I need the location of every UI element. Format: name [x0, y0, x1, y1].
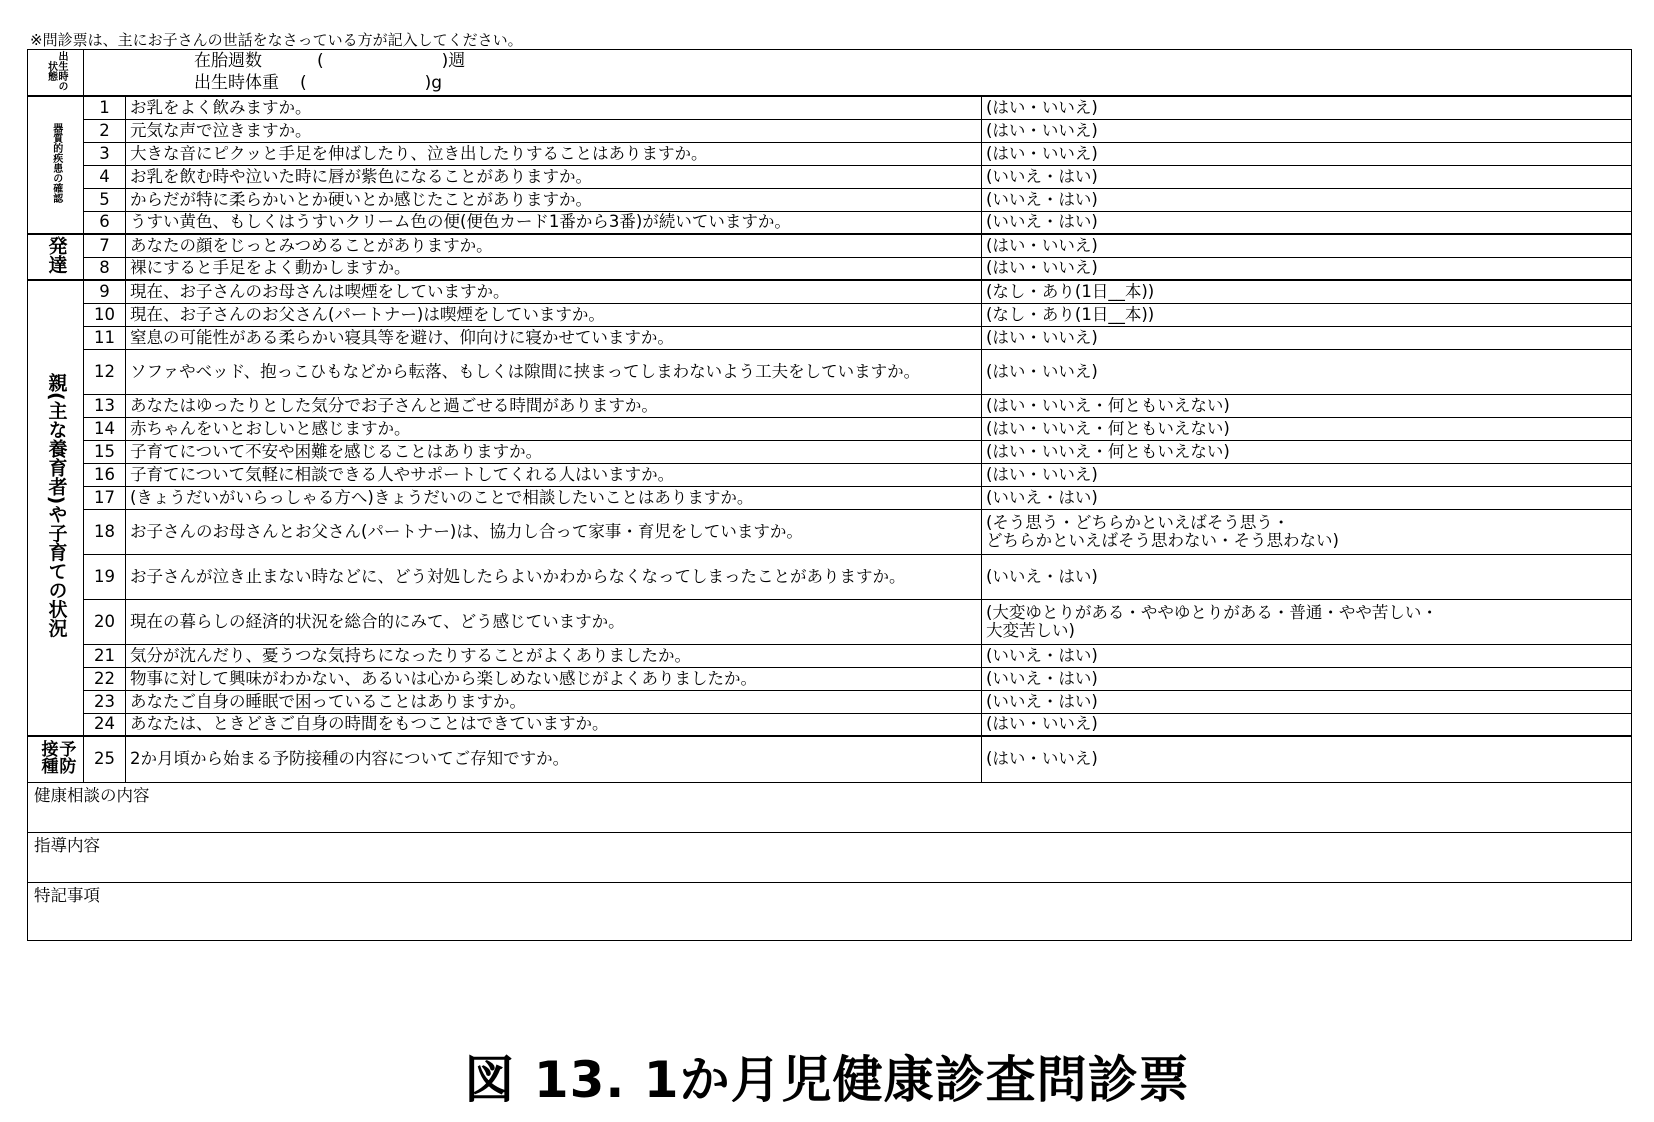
question-row: 19 お子さんが泣き止まない時などに、どう対処したらよいかわからなくなってしまったことがありますか。 (いいえ・はい)	[28, 554, 1632, 599]
question-row: 13 あなたはゆったりとした気分でお子さんと過ごせる時間がありますか。 (はい・いいえ・何ともいえない)	[28, 394, 1632, 417]
question-row: 12 ソファやベッド、抱っこひもなどから転落、もしくは隙間に挟まってしまわないよう工夫をしていますか。 (はい・いいえ)	[28, 349, 1632, 394]
question-row: 18 お子さんのお母さんとお父さん(パートナー)は、協力し合って家事・育児をしていますか。 (そう思う・どちらかといえばそう思う・ どちらかといえばそう思わない・そう思わない)	[28, 509, 1632, 554]
question-row: 14 赤ちゃんをいとおしいと感じますか。 (はい・いいえ・何ともいえない)	[28, 417, 1632, 440]
category-birth: 出生時の状態	[28, 50, 84, 97]
gestational-weeks-line: 在胎週数 ( )週	[194, 51, 466, 71]
category-development: 発達	[28, 234, 84, 280]
guidance-section: 指導内容	[28, 832, 1632, 882]
question-row: 20 現在の暮らしの経済的状況を総合的にみて、どう感じていますか。 (大変ゆとりがある・ややゆとりがある・普通・やや苦しい・ 大変苦しい)	[28, 599, 1632, 644]
question-row: 24 あなたは、ときどきご自身の時間をもつことはできていますか。 (はい・いいえ)	[28, 713, 1632, 736]
question-row: 発達 7 あなたの顔をじっとみつめることがありますか。 (はい・いいえ)	[28, 234, 1632, 257]
question-row: 6 うすい黄色、もしくはうすいクリーム色の便(便色カード1番から3番)が続いていますか。 (いいえ・はい)	[28, 211, 1632, 234]
question-row: 4 お乳を飲む時や泣いた時に唇が紫色になることがありますか。 (いいえ・はい)	[28, 165, 1632, 188]
category-organic: 器質的疾患の確認	[28, 96, 84, 234]
category-parent: 親(主な養育者)や子育ての状況	[28, 280, 84, 736]
birth-weight-line: 出生時体重 ( )g	[194, 73, 443, 93]
question-row: 22 物事に対して興味がわかない、あるいは心から楽しめない感じがよくありましたか。 (いいえ・はい)	[28, 667, 1632, 690]
question-row: 予防接種 25 2か月頃から始まる予防接種の内容についてご存知ですか。 (はい・いいえ)	[28, 736, 1632, 782]
question-row: 8 裸にすると手足をよく動かしますか。 (はい・いいえ)	[28, 257, 1632, 280]
question-row: 親(主な養育者)や子育ての状況 9 現在、お子さんのお母さんは喫煙をしていますか。 (なし・あり(1日__本))	[28, 280, 1632, 303]
question-row: 3 大きな音にピクッと手足を伸ばしたり、泣き出したりすることはありますか。 (はい・いいえ)	[28, 142, 1632, 165]
question-row: 5 からだが特に柔らかいとか硬いとか感じたことがありますか。 (いいえ・はい)	[28, 188, 1632, 211]
instruction-note: ※問診票は、主にお子さんの世話をなさっている方が記入してください。	[30, 31, 523, 49]
birth-row	[28, 50, 1632, 97]
question-row: 23 あなたご自身の睡眠で困っていることはありますか。 (いいえ・はい)	[28, 690, 1632, 713]
question-row: 15 子育てについて不安や困難を感じることはありますか。 (はい・いいえ・何ともいえない)	[28, 440, 1632, 463]
question-row: 11 窒息の可能性がある柔らかい寝具等を避け、仰向けに寝かせていますか。 (はい・いいえ)	[28, 326, 1632, 349]
remarks-section: 特記事項	[28, 882, 1632, 940]
question-row: 器質的疾患の確認 1 お乳をよく飲みますか。 (はい・いいえ)	[28, 96, 1632, 119]
question-row: 21 気分が沈んだり、憂うつな気持ちになったりすることがよくありましたか。 (いいえ・はい)	[28, 644, 1632, 667]
category-vaccination: 予防接種	[28, 736, 84, 782]
question-row: 17 (きょうだいがいらっしゃる方へ)きょうだいのことで相談したいことはありますか。 (いいえ・はい)	[28, 486, 1632, 509]
consultation-section: 健康相談の内容	[28, 782, 1632, 832]
question-row: 10 現在、お子さんのお父さん(パートナー)は喫煙をしていますか。 (なし・あり(1日__本))	[28, 303, 1632, 326]
questionnaire-table	[27, 49, 1632, 941]
figure-caption: 図 13. 1か月児健康診査問診票	[464, 1051, 1190, 1109]
question-row: 16 子育てについて気軽に相談できる人やサポートしてくれる人はいますか。 (はい・いいえ)	[28, 463, 1632, 486]
question-row: 2 元気な声で泣きますか。 (はい・いいえ)	[28, 119, 1632, 142]
